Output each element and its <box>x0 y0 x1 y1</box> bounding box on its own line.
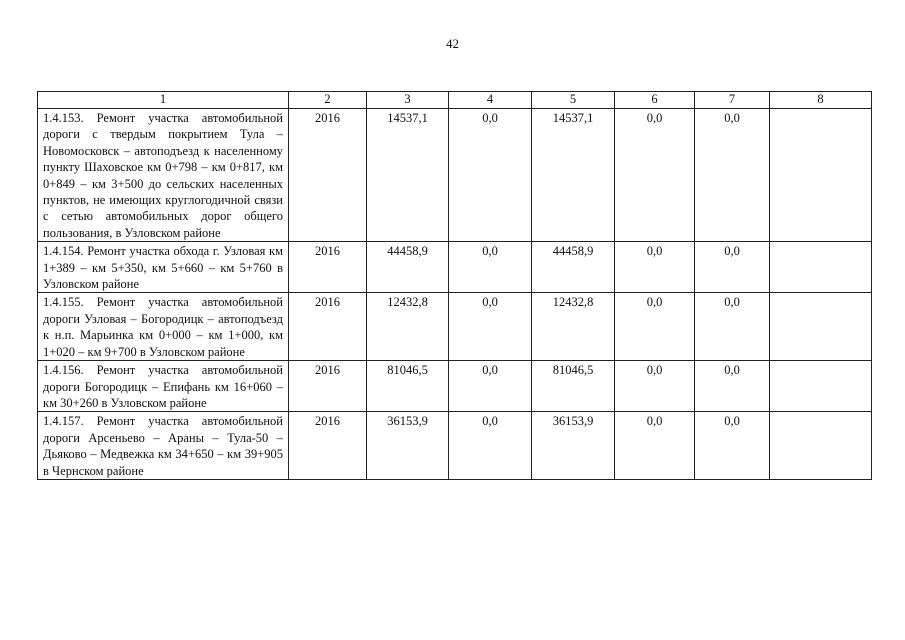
table-row <box>38 242 872 293</box>
item-col3: 14537,1 <box>367 109 449 242</box>
header-cell-5: 5 <box>532 92 615 109</box>
header-row <box>38 92 872 109</box>
item-col3: 44458,9 <box>367 242 449 293</box>
header-cell-7: 7 <box>695 92 770 109</box>
table-row <box>38 293 872 361</box>
table-row <box>38 412 872 480</box>
item-col5: 36153,9 <box>532 412 615 480</box>
item-col6: 0,0 <box>615 293 695 361</box>
table-row <box>38 361 872 412</box>
item-year: 2016 <box>289 242 367 293</box>
item-col5: 14537,1 <box>532 109 615 242</box>
header-cell-6: 6 <box>615 92 695 109</box>
item-name: 1.4.155. Ремонт участка автомобильной дороги Узловая – Богородицк – автоподъезд к н.п. Марьинка км 0+000 – км 1+000, км 1+020 – км 9+700 в Узловском районе <box>38 293 289 361</box>
header-cell-3: 3 <box>367 92 449 109</box>
program-table <box>37 91 872 480</box>
item-name: 1.4.153. Ремонт участка автомобильной дороги с твердым покрытием Тула – Новомосковск – автоподъезд к населенному пункту Шаховское км 0+798 – км 0+817, км 0+849 – км 3+500 до сельских населенных пунктов, не имеющих круглогодичной связи с сетью автомобильных дорог общего пользования, в Узловском районе <box>38 109 289 242</box>
page-number: 42 <box>446 36 459 51</box>
item-col6: 0,0 <box>615 109 695 242</box>
item-name: 1.4.154. Ремонт участка обхода г. Узловая км 1+389 – км 5+350, км 5+660 – км 5+760 в Узловском районе <box>38 242 289 293</box>
item-year: 2016 <box>289 293 367 361</box>
item-col7: 0,0 <box>695 361 770 412</box>
header-cell-4: 4 <box>449 92 532 109</box>
item-col5: 12432,8 <box>532 293 615 361</box>
item-col5: 44458,9 <box>532 242 615 293</box>
item-col3: 36153,9 <box>367 412 449 480</box>
item-col6: 0,0 <box>615 361 695 412</box>
item-col3: 81046,5 <box>367 361 449 412</box>
item-col6: 0,0 <box>615 412 695 480</box>
item-col8 <box>770 109 872 242</box>
item-col8 <box>770 242 872 293</box>
header-cell-2: 2 <box>289 92 367 109</box>
header-cell-8: 8 <box>770 92 872 109</box>
item-year: 2016 <box>289 412 367 480</box>
item-col8 <box>770 361 872 412</box>
item-col6: 0,0 <box>615 242 695 293</box>
item-col7: 0,0 <box>695 412 770 480</box>
table-row <box>38 109 872 242</box>
item-year: 2016 <box>289 109 367 242</box>
item-col4: 0,0 <box>449 293 532 361</box>
item-col8 <box>770 412 872 480</box>
item-col7: 0,0 <box>695 293 770 361</box>
item-col3: 12432,8 <box>367 293 449 361</box>
item-year: 2016 <box>289 361 367 412</box>
header-cell-1: 1 <box>38 92 289 109</box>
item-col4: 0,0 <box>449 361 532 412</box>
item-name: 1.4.156. Ремонт участка автомобильной дороги Богородицк – Епифань км 16+060 – км 30+260 в Узловском районе <box>38 361 289 412</box>
item-col7: 0,0 <box>695 109 770 242</box>
item-name: 1.4.157. Ремонт участка автомобильной дороги Арсеньево – Араны – Тула-50 – Дьяково – Медвежка км 34+650 – км 39+905 в Чернском районе <box>38 412 289 480</box>
item-col4: 0,0 <box>449 109 532 242</box>
item-col7: 0,0 <box>695 242 770 293</box>
item-col4: 0,0 <box>449 412 532 480</box>
item-col5: 81046,5 <box>532 361 615 412</box>
item-col4: 0,0 <box>449 242 532 293</box>
item-col8 <box>770 293 872 361</box>
